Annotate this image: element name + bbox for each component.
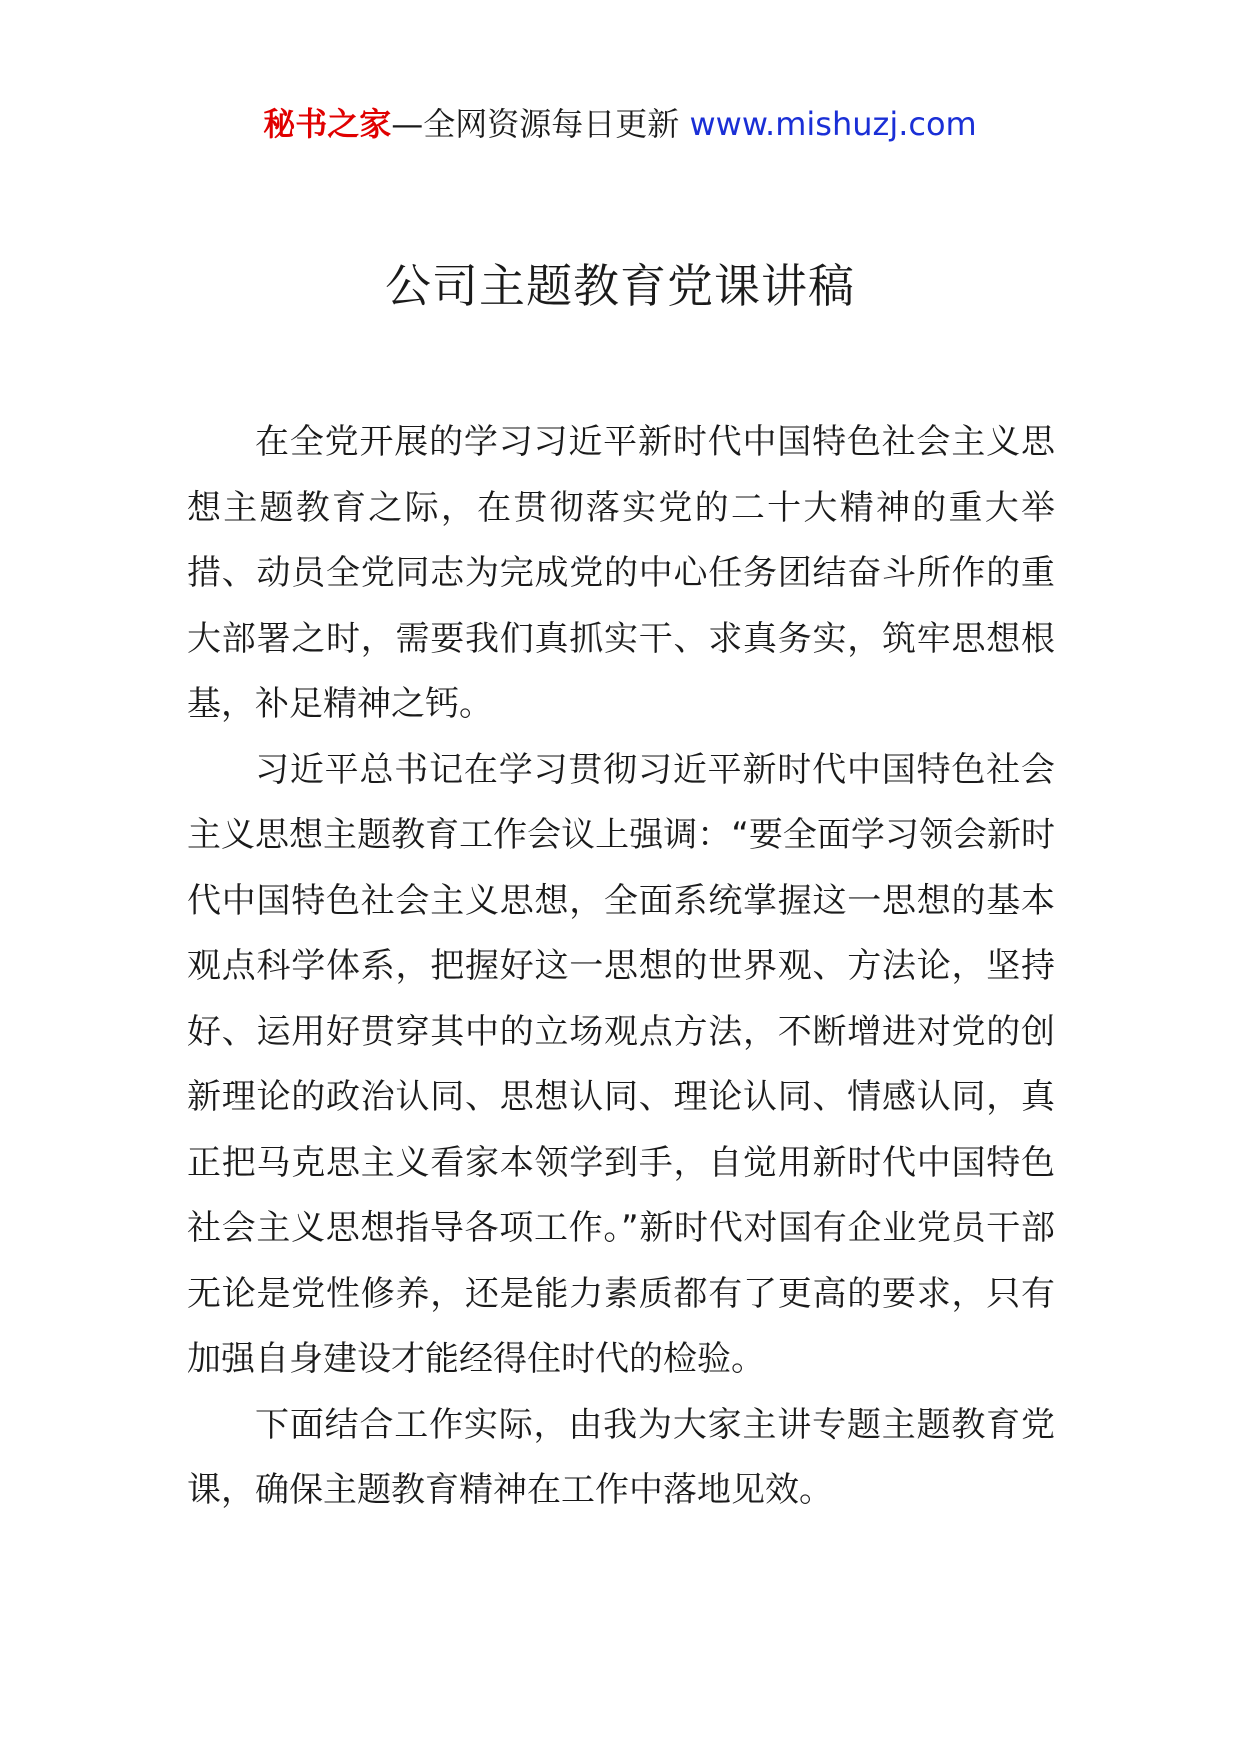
document-title: 公司主题教育党课讲稿 [385, 259, 855, 313]
paragraph-3: 下面结合工作实际，由我为大家主讲专题主题教育党课，确保主题教育精神在工作中落地见效。 [187, 1404, 1055, 1510]
document-body [187, 410, 1055, 1524]
site-url-link[interactable]: www.mishuzj.com [689, 105, 977, 143]
site-header [0, 102, 1240, 146]
paragraph-1: 在全党开展的学习习近平新时代中国特色社会主义思想主题教育之际，在贯彻落实党的二十大精神的重大举措、动员全党同志为完成党的中心任务团结奋斗所作的重大部署之时，需要我们真抓实干、求真务实，筑牢思想根基，补足精神之钙。 [187, 422, 1055, 724]
brand-name: 秘书之家 [263, 105, 392, 143]
paragraph-2: 习近平总书记在学习贯彻习近平新时代中国特色社会主义思想主题教育工作会议上强调：“要全面学习领会新时代中国特色社会主义思想，全面系统掌握这一思想的基本观点科学体系，把握好这一思想的世界观、方法论，坚持好、运用好贯穿其中的立场观点方法，不断增进对党的创新理论的政治认同、思想认同、理论认同、情感认同，真正把马克思主义看家本领学到手，自觉用新时代中国特色社会主义思想指导各项工作。”新时代对国有企业党员干部无论是党性修养，还是能力素质都有了更高的要求，只有加强自身建设才能经得住时代的检验。 [187, 749, 1055, 1379]
header-slogan: —全网资源每日更新 [391, 105, 690, 143]
